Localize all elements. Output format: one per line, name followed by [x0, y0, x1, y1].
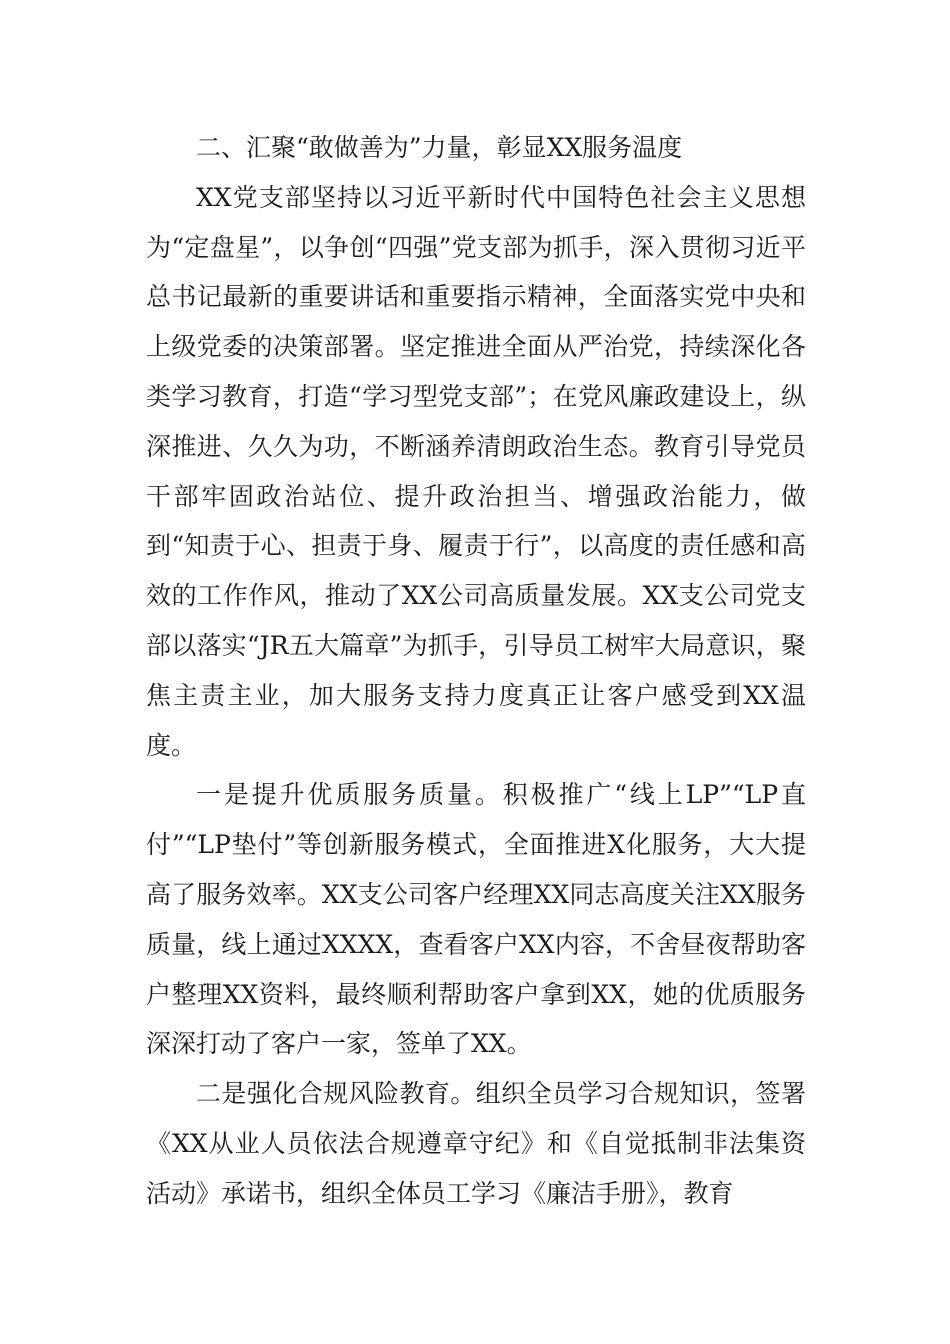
paragraph-party-branch: XX党支部坚持以习近平新时代中国特色社会主义思想为“定盘星”，以争创“四强”党支部为抓手，深入贯彻习近平总书记最新的重要讲话和重要指示精神，全面落实党中央和上级党委的决策部署。坚定推进全面从严治党，持续深化各类学习教育，打造“学习型党支部”；在党风廉政建设上，纵深推进、久久为功，不断涵养清朗政治生态。教育引导党员干部牢固政治站位、提升政治担当、增强政治能力，做到“知责于心、担责于身、履责于行”，以高度的责任感和高效的工作作风，推动了XX公司高质量发展。XX支公司党支部以落实“JR五大篇章”为抓手，引导员工树牢大局意识，聚焦主责主业，加大服务支持力度真正让客户感受到XX温度。 [146, 182, 806, 760]
section-heading: 二、汇聚“敢做善为”力量，彰显XX服务温度 [196, 133, 683, 162]
paragraph-service-quality: 一是提升优质服务质量。积极推广“线上LP”“LP直付”“LP垫付”等创新服务模式，全面推进X化服务，大大提高了服务效率。XX支公司客户经理XX同志高度关注XX服务质量，线上通过XXXX，查看客户XX内容，不舍昼夜帮助客户整理XX资料，最终顺利帮助客户拿到XX，她的优质服务深深打动了客户一家，签单了XX。 [146, 780, 806, 1059]
document-body [146, 123, 806, 1219]
paragraph-compliance-education: 二是强化合规风险教育。组织全员学习合规知识，签署《XX从业人员依法合规遵章守纪》和《自觉抵制非法集资活动》承诺书，组织全体员工学习《廉洁手册》，教育 [146, 1079, 806, 1208]
